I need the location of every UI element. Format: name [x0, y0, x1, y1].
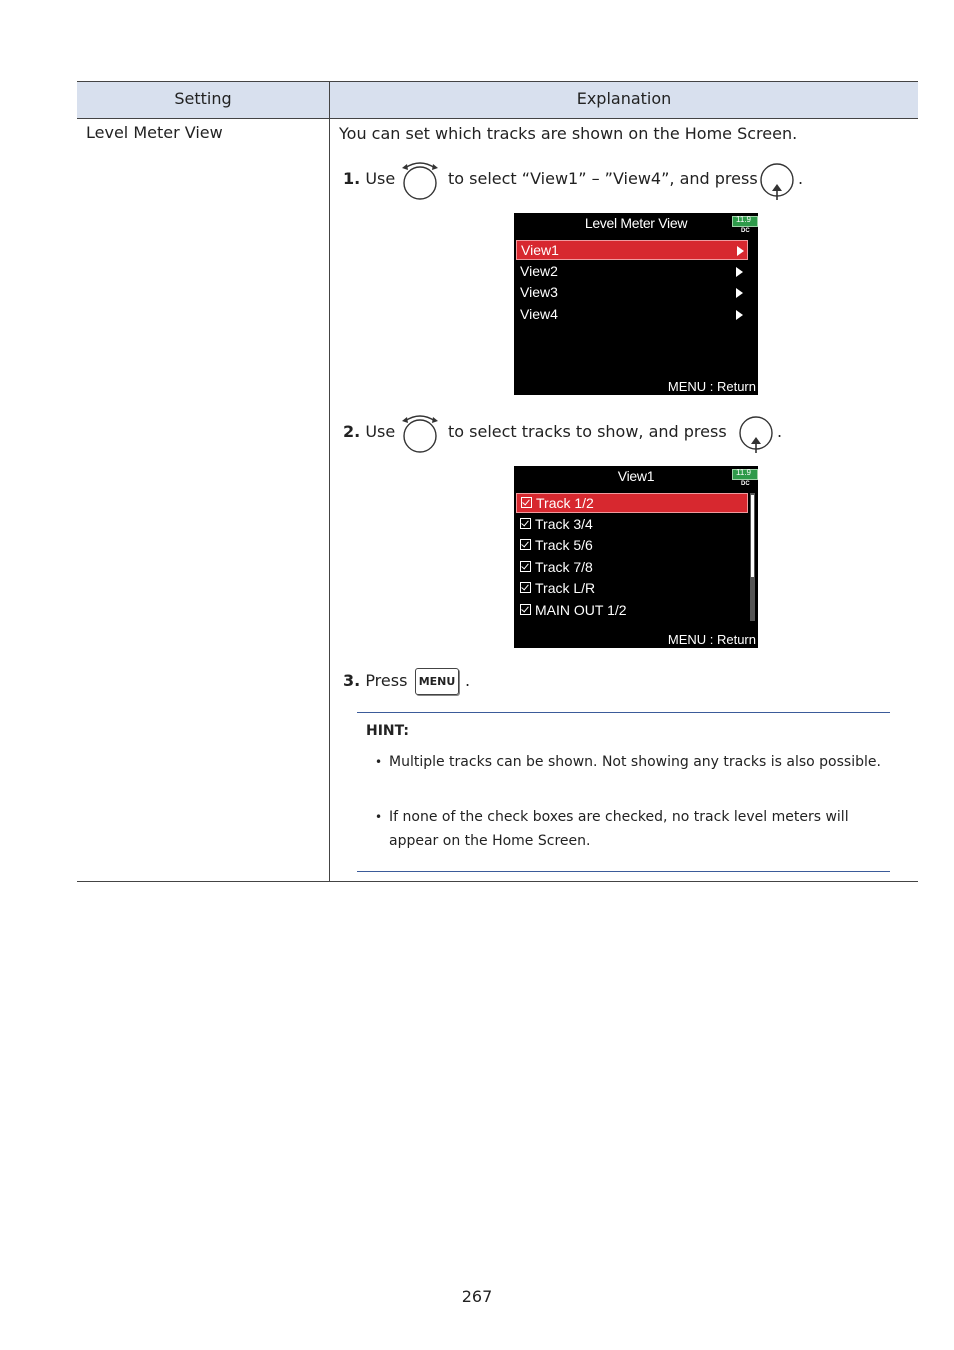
- track-item[interactable]: [516, 515, 748, 535]
- menu-key-icon: MENU: [415, 668, 459, 695]
- step-2: [343, 422, 395, 441]
- battery-level: 11.9: [736, 215, 751, 224]
- menu-item-label: View3: [520, 284, 558, 300]
- menu-item-view3[interactable]: [516, 283, 748, 303]
- track-item[interactable]: [516, 579, 748, 599]
- step-2-end: .: [777, 422, 783, 441]
- checkbox-checked-icon[interactable]: [520, 518, 531, 529]
- intro-text: You can set which tracks are shown on the Home Screen.: [339, 124, 798, 143]
- header-rule: [77, 118, 918, 119]
- power-source: DC: [741, 481, 750, 487]
- step-text: to select “View1” – ”View4”, and press: [448, 169, 758, 188]
- checkbox-checked-icon[interactable]: [520, 582, 531, 593]
- table-header: [77, 82, 918, 118]
- checkbox-checked-icon[interactable]: [521, 497, 532, 508]
- hint-item: [375, 750, 885, 774]
- screen-footer: MENU : Return: [667, 379, 756, 394]
- step-text: to select tracks to show, and press: [448, 422, 727, 441]
- track-label: MAIN OUT 1/2: [535, 602, 627, 618]
- menu-item-view4[interactable]: [516, 305, 748, 325]
- hint-bottom-rule: [357, 871, 890, 872]
- track-label: Track 1/2: [536, 495, 594, 511]
- step-text: Use: [365, 422, 396, 441]
- track-item[interactable]: [516, 601, 748, 621]
- screen-title: Level Meter View: [584, 215, 688, 231]
- header-explanation: Explanation: [576, 89, 672, 108]
- right-arrow-icon: [736, 288, 743, 298]
- right-arrow-icon: [737, 246, 744, 256]
- step-number: 1.: [343, 169, 361, 188]
- menu-item-view1[interactable]: [516, 240, 748, 260]
- track-label: Track 5/6: [535, 537, 593, 553]
- bullet-icon: •: [375, 810, 383, 824]
- power-source: DC: [741, 228, 750, 234]
- bullet-icon: •: [375, 755, 383, 769]
- battery-level: 11.9: [736, 468, 751, 477]
- screen-footer: MENU : Return: [667, 632, 756, 647]
- scrollbar[interactable]: [750, 493, 755, 621]
- step-2-rest: [448, 422, 727, 441]
- step-1-end: .: [798, 169, 804, 188]
- checkbox-checked-icon[interactable]: [520, 539, 531, 550]
- battery-icon: [732, 215, 758, 234]
- step-1: [343, 169, 395, 188]
- step-1-rest: [448, 169, 758, 188]
- page-number: 267: [461, 1287, 493, 1306]
- table-bottom-rule: [77, 881, 918, 882]
- menu-item-label: View4: [520, 306, 558, 322]
- menu-item-label: View1: [521, 242, 559, 258]
- right-arrow-icon: [736, 267, 743, 277]
- hint-title: HINT:: [366, 723, 410, 739]
- step-3-end: .: [465, 671, 471, 690]
- scrollbar-thumb[interactable]: [751, 495, 754, 577]
- column-divider: [329, 81, 330, 882]
- track-label: Track L/R: [535, 580, 596, 596]
- step-text: Press: [365, 671, 408, 690]
- track-label: Track 3/4: [535, 516, 593, 532]
- device-screen-level-meter-view: [514, 213, 758, 395]
- track-item[interactable]: [516, 493, 748, 513]
- step-3: [343, 671, 407, 690]
- track-item[interactable]: [516, 536, 748, 556]
- checkbox-checked-icon[interactable]: [520, 604, 531, 615]
- battery-icon: [732, 468, 758, 487]
- screen-title: View1: [617, 468, 655, 484]
- track-label: Track 7/8: [535, 559, 593, 575]
- hint-top-rule: [357, 712, 890, 713]
- step-text: Use: [365, 169, 396, 188]
- step-number: 2.: [343, 422, 361, 441]
- rotary-dial-icon: [399, 412, 441, 456]
- hint-text: If none of the check boxes are checked, no track level meters will appear on the Home Screen.: [389, 809, 849, 849]
- checkbox-checked-icon[interactable]: [520, 561, 531, 572]
- menu-item-label: View2: [520, 263, 558, 279]
- dial-press-icon: [758, 162, 796, 202]
- setting-name: Level Meter View: [86, 123, 223, 142]
- menu-item-view2[interactable]: [516, 262, 748, 282]
- dial-press-icon: [737, 415, 775, 455]
- rotary-dial-icon: [399, 159, 441, 203]
- right-arrow-icon: [736, 310, 743, 320]
- hint-item: [375, 805, 885, 853]
- header-setting: Setting: [174, 89, 232, 108]
- track-item[interactable]: [516, 558, 748, 578]
- device-screen-view1: [514, 466, 758, 648]
- hint-text: Multiple tracks can be shown. Not showing any tracks is also possible.: [389, 754, 881, 770]
- step-number: 3.: [343, 671, 361, 690]
